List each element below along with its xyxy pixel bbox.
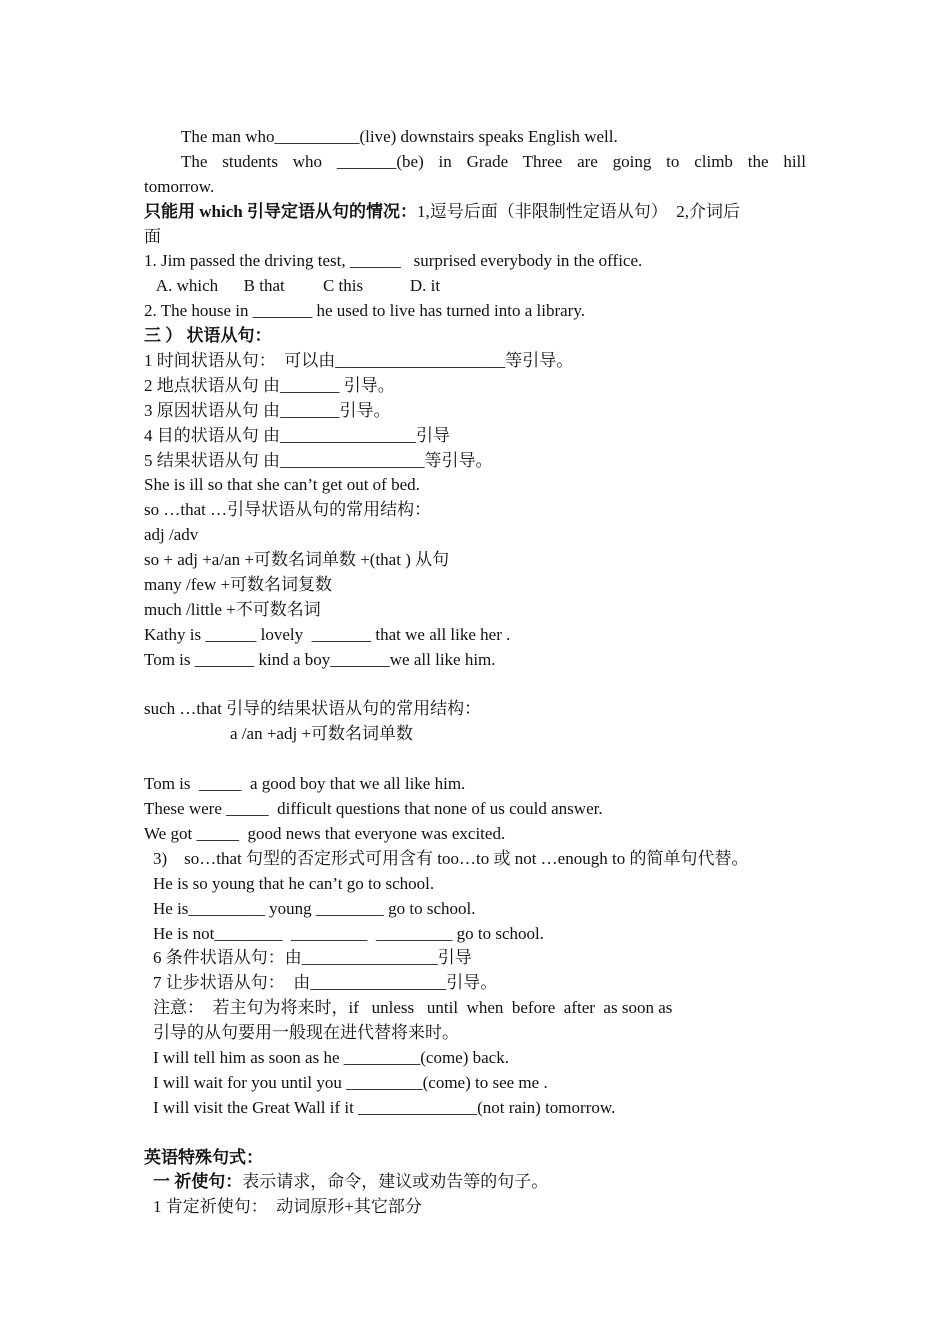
blank-line [144,747,806,772]
bold-heading: 一 祈使句： [153,1172,243,1192]
text-line: 三 ） 状语从句： [144,326,272,346]
text-line: 3 原因状语从句 由_______引导。 [144,400,391,420]
text-line: 6 条件状语从句：由________________引导 [153,948,472,968]
text-line: 1 时间状语从句： 可以由____________________等引导。 [144,351,574,371]
text-line: 引导的从句要用一般现在进代替将来时。 [153,1023,459,1043]
text-line: Tom is _____ a good boy that we all like him. [144,774,466,794]
text-line: 2 地点状语从句 由_______ 引导。 [144,375,395,395]
text-line: so + adj +a/an +可数名词单数 +(that ) 从句 [144,550,450,570]
text-line: He is so young that he can’t go to school. [153,873,435,893]
text-line: 面 [144,226,161,246]
line-rest: 表示请求，命令，建议或劝告等的句子。 [242,1172,549,1192]
text-line: She is ill so that she can’t get out of bed. [144,475,420,495]
text-line: much /little +不可数名词 [144,599,321,619]
text-line: These were _____ difficult questions that none of us could answer. [144,799,603,819]
text-line: a /an +adj +可数名词单数 [230,724,414,744]
text-line: He is not________ _________ _________ go to school. [153,923,544,943]
text-line: 1. Jim passed the driving test, ______ surprised everybody in the office. [144,251,643,271]
text-line: The man who__________(live) downstairs speaks English well. [181,127,618,146]
text-line: 3) so…that 句型的否定形式可用含有 too…to 或 not …enough to 的简单句代替。 [153,848,749,868]
text-line: such …that 引导的结果状语从句的常用结构： [144,699,482,719]
text-line: I will wait for you until you _________(come) to see me . [153,1072,548,1092]
text-line: A. which B that C this D. it [144,276,441,296]
blank-line [144,1121,806,1146]
text-line: Tom is _______ kind a boy_______we all like him. [144,649,496,669]
text-line: adj /adv [144,525,199,545]
text-line: tomorrow. [144,176,215,196]
text-line: He is_________ young ________ go to school. [153,898,476,918]
line-rest: 1,逗号后面（非限制性定语从句） 2,介词后 [416,201,740,221]
text-line: We got _____ good news that everyone was excited. [144,823,506,843]
text-line: 5 结果状语从句 由_________________等引导。 [144,450,493,470]
blank-line [144,673,806,698]
text-line: so …that …引导状语从句的常用结构： [144,500,432,520]
text-line: many /few +可数名词复数 [144,575,333,595]
text-line: I will visit the Great Wall if it ______________(not rain) tomorrow. [153,1097,616,1117]
text-line: Kathy is ______ lovely _______ that we all like her . [144,624,511,644]
text-line [144,200,806,225]
text-line: I will tell him as soon as he _________(come) back. [153,1047,509,1067]
text-line: 7 让步状语从句： 由________________引导。 [153,973,498,993]
text-line: 1 肯定祈使句： 动词原形+其它部分 [153,1197,422,1217]
text-line: The students who _______(be) in Grade Three are going to climb the hill [181,151,806,171]
text-line: 英语特殊句式： [144,1147,263,1167]
bold-heading: 只能用 which 引导定语从句的情况： [144,201,417,221]
text-line: 4 目的状语从句 由________________引导 [144,425,450,445]
text-line: 注意： 若主句为将来时，if unless until when before after as soon as [153,998,673,1018]
text-line: 2. The house in _______ he used to live has turned into a library. [144,301,585,321]
document-body [144,125,806,1220]
text-line [144,1170,806,1195]
